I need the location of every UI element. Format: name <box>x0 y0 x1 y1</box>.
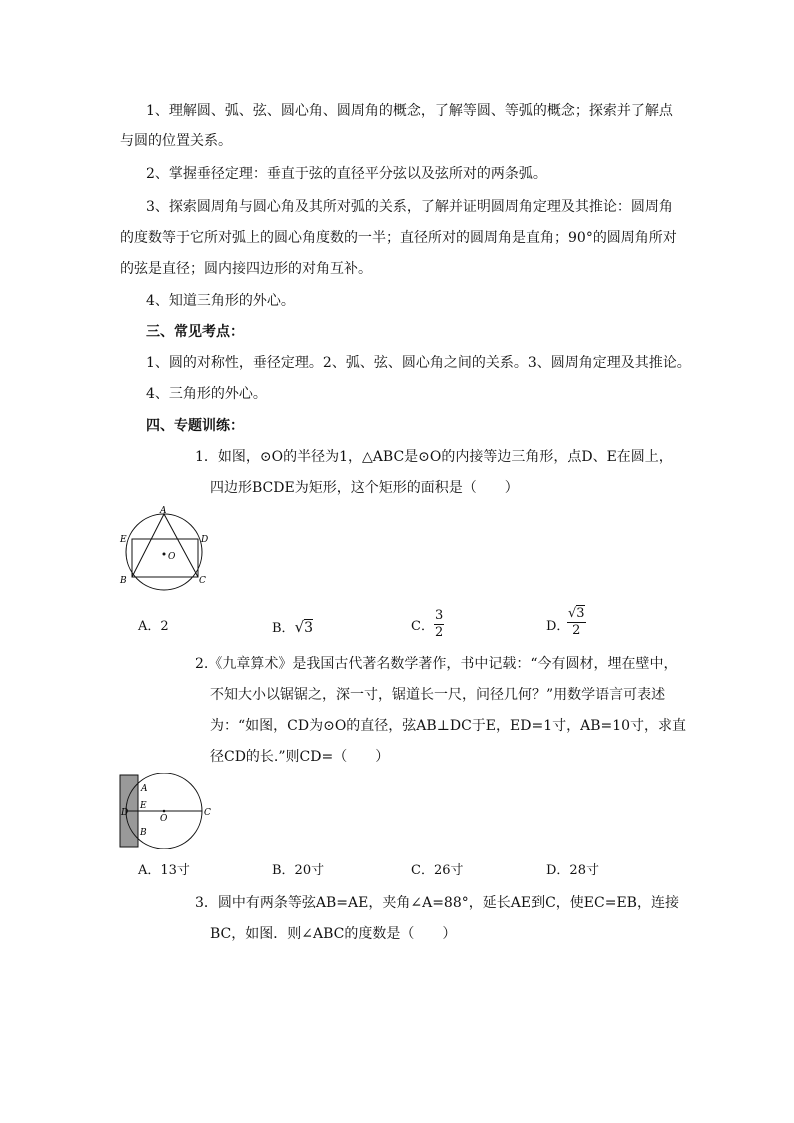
q2-label-a: A <box>141 784 148 794</box>
objective-3-line2: 的度数等于它所对弧上的圆心角度数的一半；直径所对的圆周角是直角；90°的圆周角所对 <box>120 230 677 246</box>
objective-3-line1: 3、探索圆周角与圆心角及其所对弧的关系，了解并证明圆周角定理及其推论：圆周角 <box>146 199 673 215</box>
q2-line3: 为：“如图，CD为⊙O的直径，弦AB⊥DC于E，ED=1寸，AB=10寸，求直 <box>210 718 687 734</box>
q1-option-c-prefix: C． <box>411 619 434 634</box>
q1-figure <box>112 505 217 595</box>
q2-line4: 径CD的长.”则CD=（ ） <box>210 749 390 765</box>
q1-label-c: C <box>199 576 206 586</box>
q2-line1: 2.《九章算术》是我国古代著名数学著作，书中记载：“今有圆材，埋在壁中， <box>195 656 678 672</box>
q1-option-b-radicand: 3 <box>304 620 314 636</box>
q2-line2: 不知大小以锯锯之，深一寸，锯道长一尺，问径几何？”用数学语言可表述 <box>210 687 666 703</box>
q2-option-c: C．26寸 <box>411 863 464 878</box>
q1-line1: 1．如图，⊙O的半径为1，△ABC是⊙O的内接等边三角形，点D、E在圆上， <box>195 449 673 465</box>
q1-label-o: O <box>168 552 176 562</box>
q3-line1: 3．圆中有两条等弦AB=AE，夹角∠A=88°，延长AE到C，使EC=EB，连接 <box>195 895 679 911</box>
q1-line2: 四边形BCDE为矩形，这个矩形的面积是（ ） <box>210 480 519 496</box>
q1-label-b: B <box>120 576 127 586</box>
q1-option-d-radicand: 3 <box>576 606 585 621</box>
q1-option-d-denominator: 2 <box>572 623 581 638</box>
q1-option-d-numerator <box>567 606 586 623</box>
q2-label-e: E <box>140 801 147 811</box>
q2-option-b: B．20寸 <box>272 863 325 878</box>
sqrt-icon: √ <box>294 618 305 636</box>
section3-line2: 4、三角形的外心。 <box>146 386 267 402</box>
objective-2: 2、掌握垂径定理：垂直于弦的直径平分弦以及弦所对的两条弧。 <box>146 166 547 182</box>
sqrt-icon: √ <box>568 606 577 621</box>
q2-label-o: O <box>160 814 168 824</box>
q3-line2: BC，如图．则∠ABC的度数是（ ） <box>210 926 457 942</box>
q2-label-c: C <box>204 808 211 818</box>
q1-option-b-prefix: B． <box>272 621 295 636</box>
objective-4: 4、知道三角形的外心。 <box>146 293 295 309</box>
section4-heading: 四、专题训练： <box>146 418 244 434</box>
section3-heading: 三、常见考点： <box>146 324 244 340</box>
q1-label-e: E <box>120 535 127 545</box>
q1-option-a: A．2 <box>138 619 169 634</box>
q1-option-d-fraction <box>567 606 586 639</box>
section3-line1: 1、圆的对称性，垂径定理。2、弧、弦、圆心角之间的关系。3、圆周角定理及其推论。 <box>146 355 691 371</box>
q1-option-c-denominator: 2 <box>435 625 444 640</box>
q1-label-d: D <box>201 535 209 545</box>
q2-option-d: D．28寸 <box>546 863 599 878</box>
q1-option-d-prefix: D． <box>546 619 570 634</box>
q2-label-d: D <box>121 808 129 818</box>
objective-1-line1: 1、理解圆、弧、弦、圆心角、圆周角的概念，了解等圆、等弧的概念；探索并了解点 <box>146 103 673 119</box>
objective-3-line3: 的弦是直径；圆内接四边形的对角互补。 <box>120 261 372 277</box>
q2-figure <box>116 773 224 849</box>
objective-1-line2: 与圆的位置关系。 <box>120 133 232 149</box>
q1-option-c-fraction <box>434 608 444 641</box>
q2-option-a: A．13寸 <box>138 863 190 878</box>
q1-option-b <box>272 617 313 639</box>
q1-option-c-numerator: 3 <box>435 608 444 623</box>
q2-label-b: B <box>140 828 147 838</box>
q1-label-a: A <box>160 506 167 516</box>
